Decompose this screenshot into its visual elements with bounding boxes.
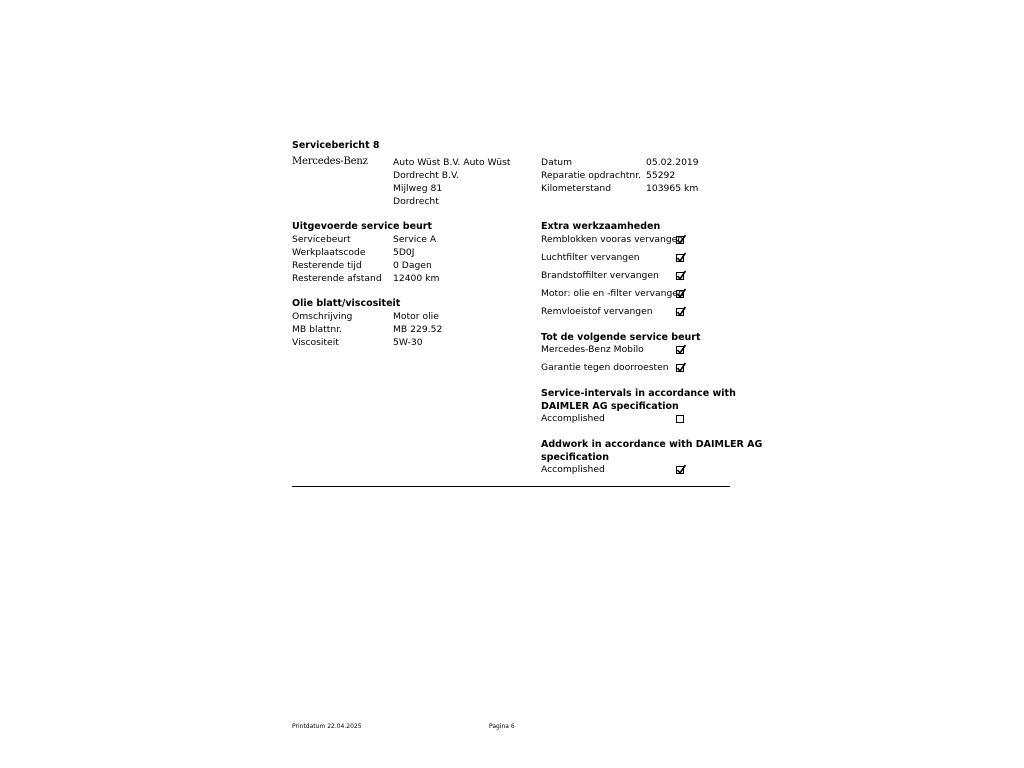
extra-item-label: Motor: olie en -filter vervangen: [541, 288, 684, 299]
extra-item-label: Remblokken vooras vervangen: [541, 234, 684, 245]
checkbox-checked: [676, 364, 684, 372]
checkbox-unchecked: [676, 415, 684, 423]
page-number: Pagina 6: [489, 723, 515, 730]
addwork-accomplished-label: Accomplished: [541, 464, 605, 475]
oil-description-label: Omschrijving: [292, 311, 353, 322]
checkbox-checked: [676, 308, 684, 316]
brand-logo: Mercedes-Benz: [292, 156, 368, 167]
extra-item-label: Luchtfilter vervangen: [541, 252, 640, 263]
checkbox-checked: [676, 466, 684, 474]
dealer-line-3: Mijlweg 81: [393, 183, 443, 194]
viscosity-value: 5W-30: [393, 337, 423, 348]
print-date: Printdatum 22.04.2025: [292, 723, 362, 730]
checkbox-checked: [676, 290, 684, 298]
workshop-code-value: 5D0J: [393, 247, 415, 258]
extra-item-label: Brandstoffilter vervangen: [541, 270, 659, 281]
meta-value-date: 05.02.2019: [646, 157, 699, 168]
next-service-item-label: Garantie tegen doorroesten: [541, 362, 669, 373]
section-divider: [292, 486, 730, 487]
addwork-heading-line2: specification: [541, 452, 609, 463]
viscosity-label: Viscositeit: [292, 337, 339, 348]
service-label: Servicebeurt: [292, 234, 351, 245]
checkbox-checked: [676, 236, 684, 244]
checkbox-checked: [676, 272, 684, 280]
extra-heading: Extra werkzaamheden: [541, 221, 661, 232]
extra-item-label: Remvloeistof vervangen: [541, 306, 653, 317]
dealer-line-2: Dordrecht B.V.: [393, 170, 460, 181]
remaining-distance-label: Resterende afstand: [292, 273, 382, 284]
oil-heading: Olie blatt/viscositeit: [292, 298, 401, 309]
oil-sheet-label: MB blattnr.: [292, 324, 343, 335]
service-heading: Uitgevoerde service beurt: [292, 221, 432, 232]
checkbox-checked: [676, 254, 684, 262]
oil-description-value: Motor olie: [393, 311, 439, 322]
workshop-code-label: Werkplaatscode: [292, 247, 366, 258]
dealer-line-1: Auto Wüst B.V. Auto Wüst: [393, 157, 511, 168]
remaining-time-label: Resterende tijd: [292, 260, 362, 271]
intervals-accomplished-label: Accomplished: [541, 413, 605, 424]
meta-label-order: Reparatie opdrachtnr.: [541, 170, 642, 181]
checkbox-checked: [676, 346, 684, 354]
meta-label-date: Datum: [541, 157, 573, 168]
addwork-heading-line1: Addwork in accordance with DAIMLER AG: [541, 439, 763, 450]
meta-label-mileage: Kilometerstand: [541, 183, 612, 194]
report-title: Servicebericht 8: [292, 140, 380, 151]
remaining-time-value: 0 Dagen: [393, 260, 432, 271]
intervals-heading-line2: DAIMLER AG specification: [541, 401, 679, 412]
dealer-line-4: Dordrecht: [393, 196, 439, 207]
meta-value-order: 55292: [646, 170, 676, 181]
remaining-distance-value: 12400 km: [393, 273, 440, 284]
next-service-heading: Tot de volgende service beurt: [541, 332, 701, 343]
intervals-heading-line1: Service-intervals in accordance with: [541, 388, 736, 399]
service-value: Service A: [393, 234, 437, 245]
oil-sheet-value: MB 229.52: [393, 324, 443, 335]
next-service-item-label: Mercedes-Benz Mobilo: [541, 344, 644, 355]
meta-value-mileage: 103965 km: [646, 183, 699, 194]
